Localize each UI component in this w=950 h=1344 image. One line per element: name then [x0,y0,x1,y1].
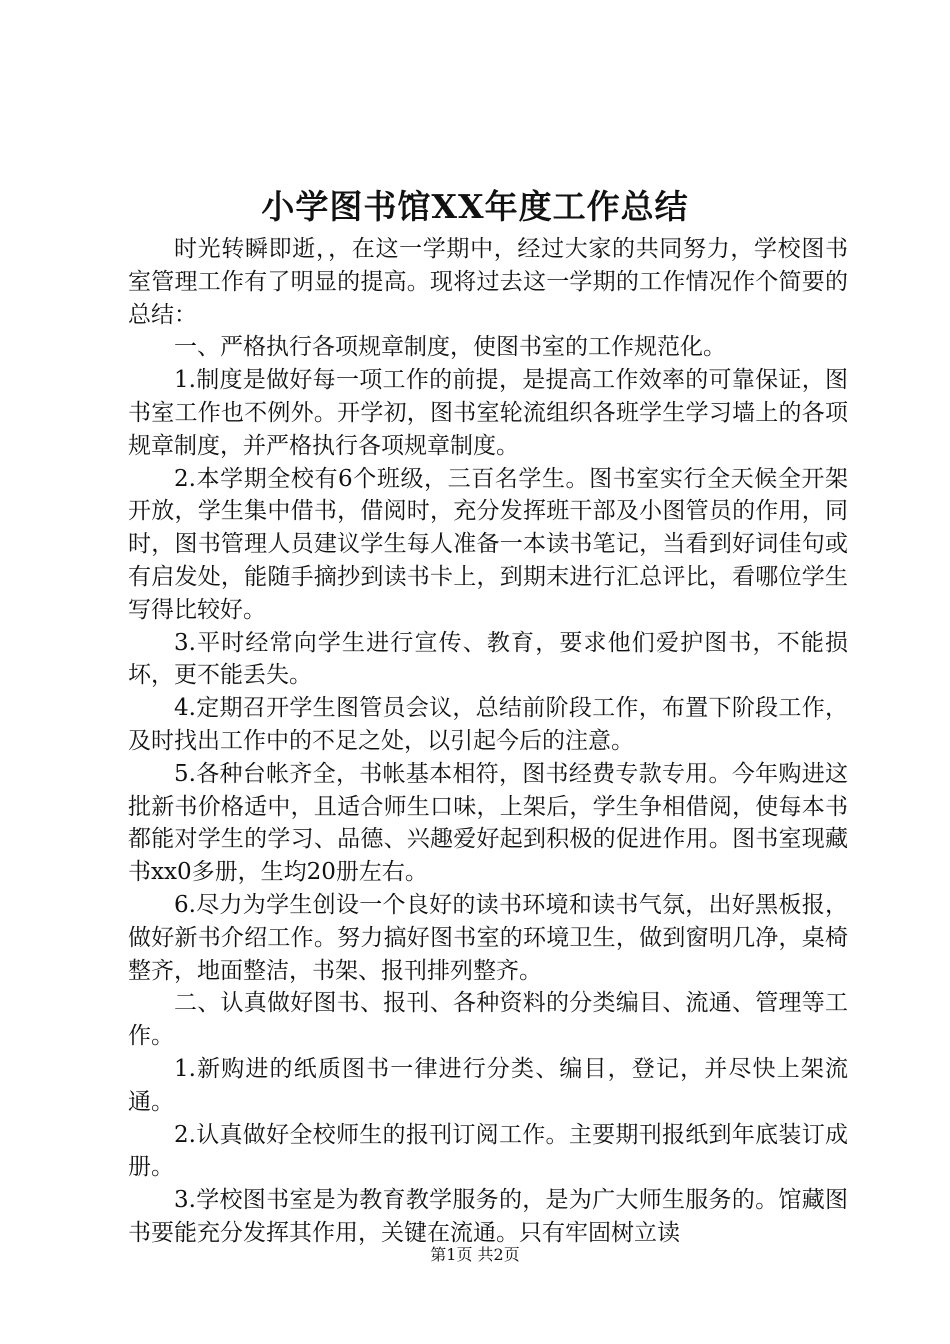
paragraph-1-3: 3.平时经常向学生进行宣传、教育，要求他们爱护图书，不能损坏，更不能丢失。 [128,629,848,689]
document-body [128,233,848,1250]
paragraph-2-3: 3.学校图书室是为教育教学服务的，是为广大师生服务的。馆藏图书要能充分发挥其作用，关键在流通。只有牢固树立读 [128,1187,848,1246]
paragraph-intro: 时光转瞬即逝，，在这一学期中，经过大家的共同努力，学校图书室管理工作有了明显的提高。现将过去这一学期的工作情况作个简要的总结： [128,236,848,328]
section-heading-2: 二、认真做好图书、报刊、各种资料的分类编目、流通、管理等工作。 [128,990,848,1050]
paragraph-1-6: 6.尽力为学生创设一个良好的读书环境和读书气氛，出好黑板报，做好新书介绍工作。努力搞好图书室的环境卫生，做到窗明几净，桌椅整齐，地面整洁，书架、报刊排列整齐。 [128,891,848,984]
paragraph-1-4: 4.定期召开学生图管员会议，总结前阶段工作，布置下阶段工作，及时找出工作中的不足之处，以引起今后的注意。 [128,695,848,754]
page-footer: 第1页 共2页 [430,1245,520,1264]
paragraph-1-5: 5.各种台帐齐全，书帐基本相符，图书经费专款专用。今年购进这批新书价格适中，且适合师生口味，上架后，学生争相借阅，使每本书都能对学生的学习、品德、兴趣爱好起到积极的促进作用。图书室现藏书xx0多册，生均20册左右。 [128,760,848,886]
paragraph-2-2: 2.认真做好全校师生的报刊订阅工作。主要期刊报纸到年底装订成册。 [128,1121,848,1181]
paragraph-2-1: 1.新购进的纸质图书一律进行分类、编目，登记，并尽快上架流通。 [128,1055,848,1115]
document-title: 小学图书馆XX年度工作总结 [261,187,689,226]
section-heading-1: 一、严格执行各项规章制度，使图书室的工作规范化。 [174,334,726,361]
paragraph-1-1: 1.制度是做好每一项工作的前提，是提高工作效率的可靠保证，图书室工作也不例外。开学初，图书室轮流组织各班学生学习墙上的各项规章制度，并严格执行各项规章制度。 [128,367,848,459]
paragraph-1-2: 2.本学期全校有6个班级，三百名学生。图书室实行全天候全开架开放，学生集中借书，借阅时，充分发挥班干部及小图管员的作用，同时，图书管理人员建议学生每人准备一本读书笔记，当看到好词佳句或有启发处，能随手摘抄到读书卡上，到期末进行汇总评比，看哪位学生写得比较好。 [128,465,848,623]
